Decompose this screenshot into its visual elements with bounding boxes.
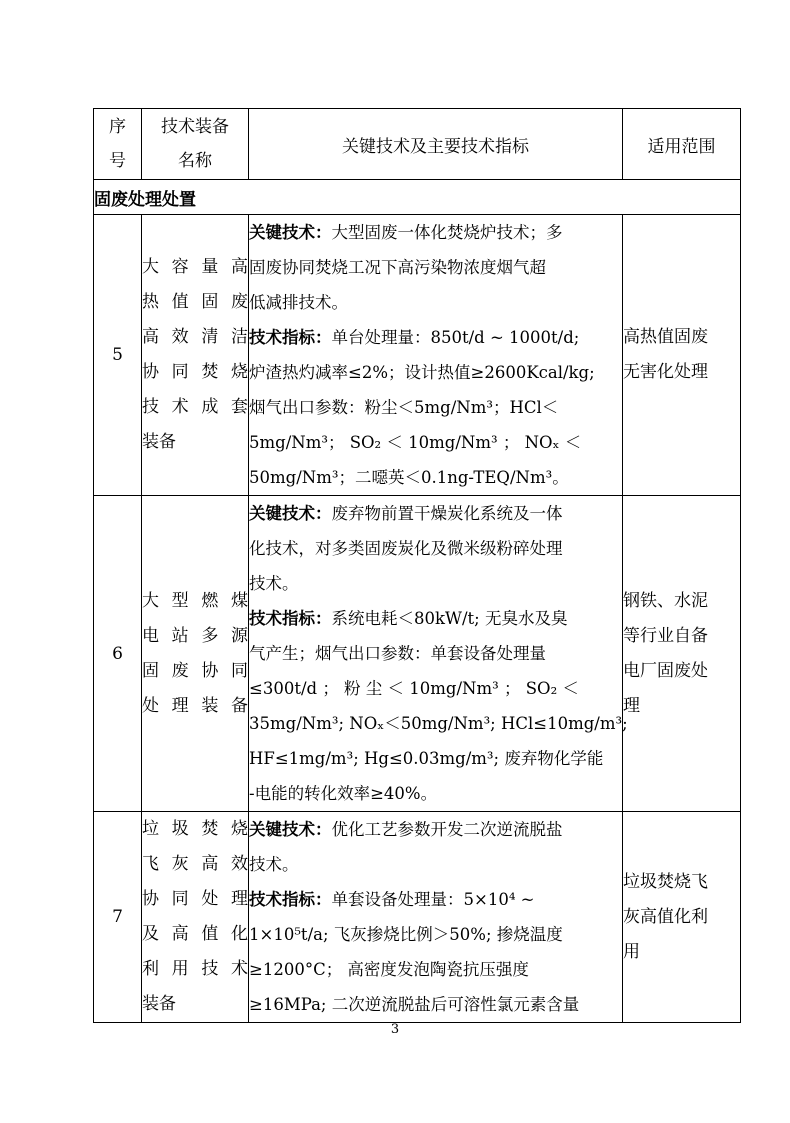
row-name-line: 处理装备 xyxy=(142,695,248,716)
row-name-line: 装备 xyxy=(142,994,176,1014)
row-key-tech xyxy=(249,812,623,1023)
row-scope xyxy=(623,215,741,496)
row-name-line: 装备 xyxy=(142,432,176,452)
row-name-line: 热值固废 xyxy=(142,292,248,312)
row-scope-line: 钢铁、水泥 xyxy=(623,590,708,611)
tech-index-text: 气产生；烟气出口参数：单套设备处理量 xyxy=(249,644,546,663)
section-row xyxy=(94,180,741,215)
key-tech-label: 关键技术： xyxy=(249,820,332,839)
key-tech-text: 技术。 xyxy=(249,574,299,593)
table-row xyxy=(94,812,741,1023)
row-name-line: 大型燃煤 xyxy=(142,590,248,611)
row-scope-line: 高热值固废 xyxy=(623,327,708,347)
row-scope-line: 理 xyxy=(623,695,640,716)
row-seq: 7 xyxy=(94,812,142,1023)
tech-index-text: 5mg/Nm³； SO₂ ＜ 10mg/Nm³ ； NOₓ ＜ xyxy=(249,433,582,452)
row-seq: 5 xyxy=(94,215,142,496)
tech-index-text: 单台处理量：850t/d ~ 1000t/d; xyxy=(331,328,580,347)
header-seq-line: 序 xyxy=(109,117,126,137)
row-name xyxy=(142,496,249,812)
row-name-line: 及高值化 xyxy=(142,924,248,944)
key-tech-text: 固废协同焚烧工况下高污染物浓度烟气超 xyxy=(249,258,546,277)
row-name-line: 飞灰高效 xyxy=(142,854,248,874)
key-tech-text: 大型固废一体化焚烧炉技术；多 xyxy=(331,223,563,242)
page-number: 3 xyxy=(390,1022,400,1037)
row-name-line: 垃圾焚烧 xyxy=(142,819,248,839)
tech-index-text: ≥1200°C； 高密度发泡陶瓷抗压强度 xyxy=(249,960,529,979)
key-tech-text: 低减排技术。 xyxy=(249,293,348,312)
tech-index-text: 系统电耗＜80kW/t; 无臭水及臭 xyxy=(331,609,568,628)
header-name xyxy=(142,109,249,180)
table-row xyxy=(94,215,741,496)
key-tech-label: 关键技术： xyxy=(249,504,332,523)
row-name xyxy=(142,215,249,496)
key-tech-label: 关键技术： xyxy=(249,223,332,242)
row-scope-line: 灰高值化利 xyxy=(623,906,708,927)
tech-index-text: -电能的转化效率≥40%。 xyxy=(249,784,438,803)
equipment-table xyxy=(93,108,741,1023)
table-row xyxy=(94,496,741,812)
row-scope-line: 电厂固废处 xyxy=(623,660,708,681)
row-name-line: 协同处理 xyxy=(142,889,248,909)
header-name-line: 名称 xyxy=(178,151,212,171)
row-name-line: 协同焚烧 xyxy=(142,362,248,382)
row-scope-line: 垃圾焚烧飞 xyxy=(623,871,708,892)
tech-index-label: 技术指标： xyxy=(249,890,332,909)
tech-index-text: 单套设备处理量：5×10⁴ ~ xyxy=(331,890,535,909)
row-seq: 6 xyxy=(94,496,142,812)
row-scope-line: 等行业自备 xyxy=(623,625,708,646)
row-scope-line: 无害化处理 xyxy=(623,362,708,382)
header-seq-line: 号 xyxy=(109,151,126,171)
header-scope: 适用范围 xyxy=(623,109,741,180)
key-tech-text: 化技术，对多类固废炭化及微米级粉碎处理 xyxy=(249,539,563,558)
section-title: 固废处理处置 xyxy=(94,180,741,215)
row-key-tech xyxy=(249,215,623,496)
key-tech-text: 废弃物前置干燥炭化系统及一体 xyxy=(331,504,563,523)
header-seq xyxy=(94,109,142,180)
row-name-line: 大容量高 xyxy=(142,257,248,277)
row-name xyxy=(142,812,249,1023)
key-tech-text: 技术。 xyxy=(249,855,299,874)
row-name-line: 利用技术 xyxy=(142,959,248,979)
row-scope xyxy=(623,812,741,1023)
tech-index-label: 技术指标： xyxy=(249,328,332,347)
tech-index-text: 烟气出口参数：粉尘＜5mg/Nm³；HCl＜ xyxy=(249,398,559,417)
tech-index-label: 技术指标： xyxy=(249,609,332,628)
tech-index-text: 1×10⁵t/a; 飞灰掺烧比例＞50%; 掺烧温度 xyxy=(249,925,563,944)
row-scope-line: 用 xyxy=(623,941,640,962)
row-scope xyxy=(623,496,741,812)
tech-index-text: HF≤1mg/m³; Hg≤0.03mg/m³; 废弃物化学能 xyxy=(249,749,604,768)
row-name-line: 固废协同 xyxy=(142,660,248,681)
row-key-tech xyxy=(249,496,628,812)
tech-index-text: 炉渣热灼减率≤2%；设计热值≥2600Kcal/kg; xyxy=(249,363,595,382)
key-tech-text: 优化工艺参数开发二次逆流脱盐 xyxy=(331,820,563,839)
tech-index-text: 50mg/Nm³；二噁英＜0.1ng-TEQ/Nm³。 xyxy=(249,468,569,487)
tech-index-text: ≥16MPa; 二次逆流脱盐后可溶性氯元素含量 xyxy=(249,995,580,1014)
header-key: 关键技术及主要技术指标 xyxy=(249,109,623,180)
row-name-line: 技术成套 xyxy=(142,397,248,417)
header-name-line: 技术装备 xyxy=(161,117,229,137)
table-header-row xyxy=(94,109,741,180)
row-name-line: 电站多源 xyxy=(142,625,248,646)
tech-index-text: ≤300t/d ； 粉 尘 ＜ 10mg/Nm³ ； SO₂ ＜ xyxy=(249,679,579,698)
tech-index-text: 35mg/Nm³; NOₓ＜50mg/Nm³; HCl≤10mg/m³; xyxy=(249,714,628,733)
row-name-line: 高效清洁 xyxy=(142,327,248,347)
